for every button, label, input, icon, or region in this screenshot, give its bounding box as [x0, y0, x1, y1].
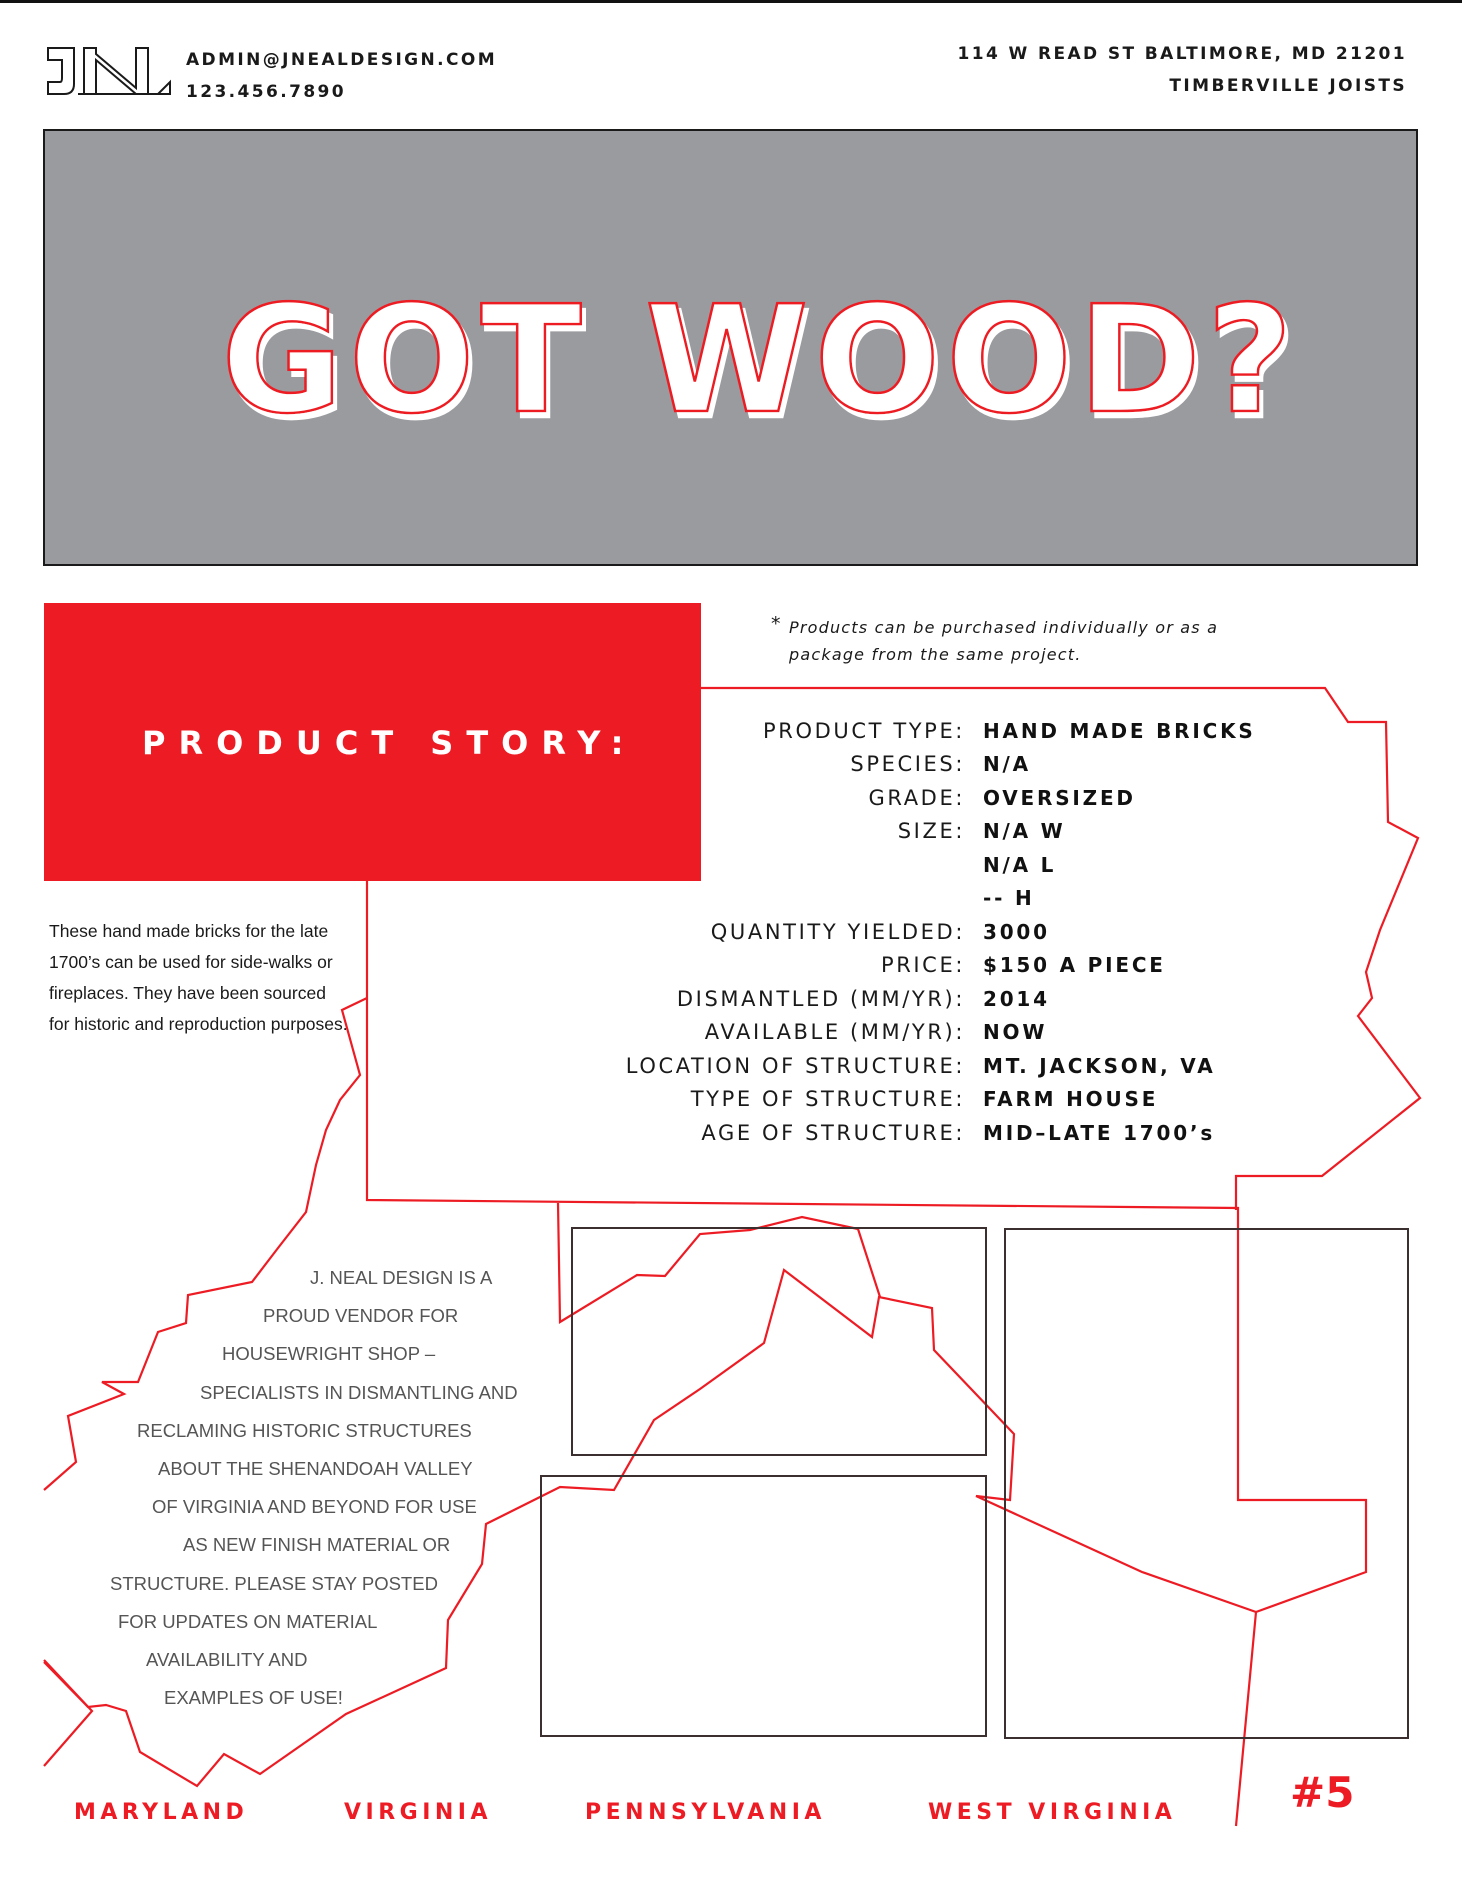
issue-number: #5	[1290, 1768, 1355, 1817]
vendor-line: AVAILABILITY AND	[146, 1649, 308, 1670]
spec-row	[560, 1049, 1256, 1083]
spec-value: OVERSIZED	[983, 785, 1136, 810]
spec-row	[560, 1116, 1256, 1150]
vendor-line: STRUCTURE. PLEASE STAY POSTED	[110, 1572, 438, 1594]
spec-label: AVAILABLE (MM/YR):	[704, 1020, 965, 1045]
state-label-maryland: MARYLAND	[74, 1800, 249, 1825]
state-label-west-virginia: WEST VIRGINIA	[928, 1800, 1177, 1825]
address-text: 114 W READ ST BALTIMORE, MD 21201	[957, 44, 1407, 64]
spec-row	[560, 1083, 1256, 1117]
purchase-note-text: Products can be purchased individually or as a package from the same project.	[789, 618, 1219, 664]
vendor-line: PROUD VENDOR FOR	[263, 1305, 459, 1327]
company-text: TIMBERVILLE JOISTS	[1169, 76, 1407, 96]
spec-label: TYPE OF STRUCTURE:	[690, 1087, 965, 1112]
photo-placeholder-2	[540, 1475, 987, 1737]
vendor-line: HOUSEWRIGHT SHOP –	[222, 1343, 436, 1365]
vendor-line: EXAMPLES OF USE!	[164, 1687, 343, 1709]
spec-value: N/A	[983, 752, 1031, 777]
spec-label: DISMANTLED (MM/YR):	[676, 986, 965, 1011]
spec-value: 3000	[983, 919, 1050, 944]
product-story-title: PRODUCT STORY:	[142, 724, 637, 762]
spec-value: HAND MADE BRICKS	[983, 718, 1256, 743]
spec-value: -- H	[983, 886, 1035, 911]
headline-text: GOT WOOD?	[221, 274, 1299, 446]
purchase-note	[773, 614, 1243, 668]
spec-label: LOCATION OF STRUCTURE:	[625, 1053, 965, 1078]
spec-value: FARM HOUSE	[983, 1087, 1159, 1112]
spec-value: MID–LATE 1700’s	[983, 1120, 1216, 1145]
vendor-line: RECLAMING HISTORIC STRUCTURES	[137, 1419, 472, 1441]
vendor-line: AS NEW FINISH MATERIAL OR	[183, 1534, 451, 1556]
spec-label: GRADE:	[868, 785, 965, 810]
spec-row	[560, 1016, 1256, 1050]
state-label-pennsylvania: PENNSYLVANIA	[585, 1800, 826, 1825]
spec-row	[560, 714, 1256, 748]
spec-row	[560, 882, 1256, 916]
email-text[interactable]: ADMIN@JNEALDESIGN.COM	[186, 50, 498, 70]
spec-label: SPECIES:	[850, 752, 965, 777]
spec-label: AGE OF STRUCTURE:	[701, 1120, 965, 1145]
spec-row	[560, 982, 1256, 1016]
spec-row	[560, 815, 1256, 849]
vendor-line: J. NEAL DESIGN IS A	[310, 1267, 493, 1288]
spec-table	[560, 714, 1256, 1150]
spec-value: NOW	[983, 1020, 1048, 1045]
spec-value: 2014	[983, 986, 1050, 1011]
spec-label: SIZE:	[897, 819, 965, 844]
spec-label: PRICE:	[880, 953, 965, 978]
photo-placeholder-1	[571, 1227, 987, 1456]
spec-row	[560, 848, 1256, 882]
photo-placeholder-3	[1004, 1228, 1409, 1739]
spec-value: MT. JACKSON, VA	[983, 1053, 1216, 1078]
spec-row	[560, 781, 1256, 815]
spec-row	[560, 748, 1256, 782]
spec-value: N/A L	[983, 852, 1057, 877]
spec-value: N/A W	[983, 819, 1066, 844]
vendor-line: FOR UPDATES ON MATERIAL	[118, 1610, 378, 1632]
vendor-line: SPECIALISTS IN DISMANTLING AND	[200, 1381, 518, 1403]
product-description: These hand made bricks for the late 1700’s can be used for side-walks or fireplaces. They have been sourced for historic and reproduction purposes.	[49, 921, 348, 1034]
spec-label: PRODUCT TYPE:	[763, 718, 965, 743]
spec-row	[560, 915, 1256, 949]
spec-label: QUANTITY YIELDED:	[710, 919, 965, 944]
vendor-line: OF VIRGINIA AND BEYOND FOR USE	[152, 1496, 477, 1518]
spec-value: $150 A PIECE	[983, 953, 1166, 978]
vendor-line: ABOUT THE SHENANDOAH VALLEY	[158, 1458, 473, 1479]
asterisk-icon: *	[771, 613, 782, 635]
phone-text[interactable]: 123.456.7890	[186, 82, 347, 102]
spec-row	[560, 949, 1256, 983]
state-label-virginia: VIRGINIA	[344, 1800, 493, 1825]
